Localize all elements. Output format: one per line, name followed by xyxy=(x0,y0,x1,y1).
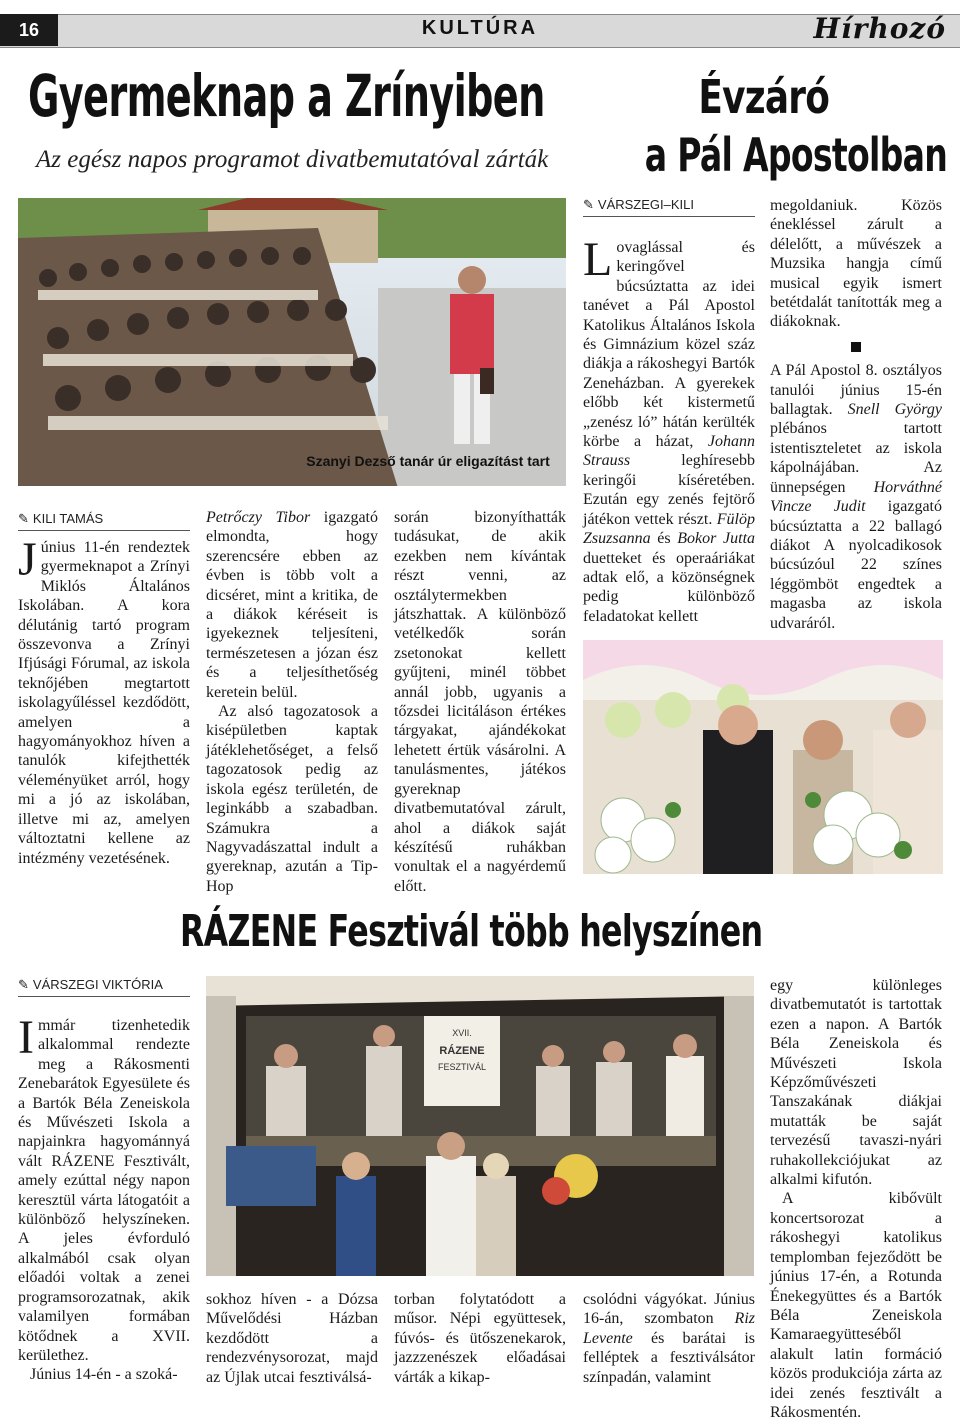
article2-title xyxy=(586,70,942,124)
byline-rule xyxy=(18,996,190,997)
banner-line1: XVII. xyxy=(452,1028,472,1038)
article3-col5-text-b: A kibővült koncertsorozat a rákoshegyi katolikus templomban fejeződött be június 17-én, a Rotunda Énekegyüttes és a Bartók Béla Zeneiskola Kamaraegyütteséből alakult latin formáció közös produkciója zárta az idei zenés fesztivált a Rákosmentén. xyxy=(770,1190,942,1421)
article1-col3 xyxy=(394,508,566,896)
article3-byline xyxy=(18,976,190,994)
person-name: Bokor Jutta xyxy=(677,530,756,548)
article1-col2 xyxy=(206,508,378,896)
article3-col5-text-a: egy különleges divatbemutatót is tartottak ezen a napon. A Bartók Béla Zeneiskola és Művészeti Iskola Képzőművészeti Tanszakának diákjai mutatták be saját tervezésű tavaszi-nyári ruhakollekciójukat az alkalmi kifutón. xyxy=(770,977,942,1189)
article3-byline-text: VÁRSZEGI VIKTÓRIA xyxy=(32,977,163,992)
byline-rule xyxy=(583,216,755,217)
article3-col5 xyxy=(770,976,942,1422)
article3-col4-text: csolódni vágyókat. Június 16-án, szombaton xyxy=(583,1291,755,1328)
person-name: Johann Strauss xyxy=(583,433,755,470)
article2-title-line2: a Pál Apostolban xyxy=(644,128,948,182)
person-name: Fülöp Zsuzsanna xyxy=(583,510,755,548)
article2-col2-text-d: igazgató búcsúztatta a 22 ballagó diákot A nyolcadikosok búcsúzóul 22 színes léggömböt engedtek a magasba az iskola udvaráról. xyxy=(770,498,942,632)
article3-col1-last: Június 14-én - a szoká- xyxy=(30,1366,178,1384)
page-header xyxy=(0,0,960,52)
article1-title: Gyermeknap a Zrínyiben xyxy=(28,62,545,130)
separator-square xyxy=(851,342,861,352)
article1-col1-text: únius 11-én rendeztek gyermeknapot a Zrínyi Miklós Általános Iskolában. A kora délutánig tartó program összevonva a Zrínyi Ifjúsági Fórumal, az iskola teknőjében megtartott iskolagyűléssel kezdődött, amelyen a hagyományokhoz híven a tanulók kifejthették véleményüket arról, hogy mi a jó az iskolában, illetve mi az, amelyen változtatni kellene az intézmény vezetésének. xyxy=(18,539,190,867)
article2-col1-text-a: ovaglással és keringővel búcsúztatta az idei tanévet a Pál Apostol Katolikus Általános Iskola és Gimnázium közel száz diákja a rákoshegyi Bartók Zeneházban. A gyerekek előbb két kistermetű „zenész ló” hátán kerülték körbe a házat, xyxy=(583,239,755,451)
dropcap: J xyxy=(18,533,37,586)
article1-photo-caption: Szanyi Dezső tanár úr eligazítást tart xyxy=(306,453,550,469)
person-name: Riz Levente xyxy=(583,1310,755,1347)
person-name: Horváthné Vincze Judit xyxy=(770,478,942,516)
article1-col1 xyxy=(18,533,190,868)
article3-col4-text-b: és barátai is felléptek a fesztiválsátor színpadán, valamint xyxy=(583,1329,755,1386)
article1-byline xyxy=(18,510,190,528)
article2-col2-text-c: plébános tartott istentiszteletet az iskola kápolnájában. Az ünnepségen xyxy=(770,420,942,496)
page-number: 16 xyxy=(0,14,58,46)
article3-col4 xyxy=(583,1290,755,1387)
festival-banner xyxy=(424,1016,500,1106)
banner-line2: RÁZENE xyxy=(439,1045,485,1057)
article3-col3-text: torban folytatódott a műsor. Népi együttesek, fúvós- és ütőszenekarok, jazzzenészek előadásai várták a kikap- xyxy=(394,1291,566,1386)
article3-col2 xyxy=(206,1290,378,1387)
article1-col2-text-a: igazgató elmondta, hogy szerencsére ebben az évben is több volt a dicséret, mint a kritika, de a diákok kéréseit is igyekeznek teljesíteni, természetesen a józan ész és a teljesíthetőség keretein belül. xyxy=(206,509,378,701)
dropcap: L xyxy=(583,233,613,286)
article2-byline-text: VÁRSZEGI–KILI xyxy=(597,197,694,212)
article1-byline-text: KILI TAMÁS xyxy=(32,511,104,526)
banner-line3: FESZTIVÁL xyxy=(437,1062,487,1072)
pencil-icon: ✎ xyxy=(18,511,29,526)
article1-deck: Az egész napos programot divatbemutatóval zárták xyxy=(36,146,549,173)
pencil-icon: ✎ xyxy=(18,977,29,992)
article3-col2-text: sokhoz híven - a Dózsa Művelődési Házban kezdődött a rendezvénysorozat, majd az Újlak utcai fesztiválsá- xyxy=(206,1291,378,1386)
article1-photo xyxy=(18,198,566,486)
article3-col1 xyxy=(18,1011,190,1385)
article2-col1 xyxy=(583,233,756,626)
brand-logo: Hírhozó xyxy=(813,12,946,45)
article1-col3-text: során bizonyíthatták tudásukat, de akik ezekben nem kívántak részt venni, az osztálytermekben játszhattak. A különböző vetélkedők során zsetonokat kellett gyűjteni, minél többet annál jobb, ugyanis a tőzsdei licitáláson értékes tárgyakat, ajándékokat lehetett értük vásárolni. A tanulásmentes, játékos gyereknap divatbemutatóval zárult, ahol a diákok saját készítésű ruhákban vonultak el a nagyérdemű előtt. xyxy=(394,509,566,895)
article2-photo xyxy=(583,640,943,874)
article2-title-line1: Évzáró xyxy=(698,70,830,124)
article3-col3 xyxy=(394,1290,566,1387)
conjunction: és xyxy=(650,530,678,548)
article2-col1-text-b: leghíresebb keringői kíséretében. Ezután egy zenés fejtörő játékon vettek részt. xyxy=(583,452,755,528)
person-name: Snell György xyxy=(847,401,942,419)
section-title: KULTÚRA xyxy=(421,17,539,39)
person-name: Petrőczy Tibor xyxy=(206,509,311,526)
article2-col2-text-b: A Pál Apostol 8. osztályos tanulói június 15-én ballagtak. xyxy=(770,362,942,419)
article2-col2-text-a: megoldaniuk. Közös énekléssel zárult a délelőtt, a művészek a Muzsika hangja című musical egyik ismert betétdalát tanították meg a diákoknak. xyxy=(770,197,942,331)
article1-col2-text-b: Az alsó tagozatosok a kisépületben kaptak játéklehetőséget, a felső tagozatosok pedig az iskola egész területén, de leginkább a szabadban. Számukra a Nagyvadászattal indult a gyereknap, azután a Tip-Hop xyxy=(206,703,378,895)
article2-col1-text-c: duetteket és operaáriákat adtak elő, a közönségnek pedig különböző feladatokat kellett xyxy=(583,549,755,625)
article2-title-second xyxy=(586,128,948,182)
dropcap: I xyxy=(18,1011,34,1064)
article2-byline xyxy=(583,196,755,214)
article3-title: RÁZENE Fesztivál több helyszínen xyxy=(180,906,763,957)
article3-photo xyxy=(206,976,754,1276)
article3-col1-text: mmár tizenhetedik alkalommal rendezte meg a Rákosmenti Zenebarátok Egyesülete és a Bartók Béla Zeneiskola és Művészeti Iskola a napjainkra hagyománnyá vált RÁZENE Fesztivált, amely ezúttal négy napon keresztül várta látogatóit a különböző helyszíneken. A jeles évforduló alkalmából csak olyan előadói voltak a zenei programsorozatnak, akik valamilyen formában kötődnek a XVII. kerülethez. xyxy=(18,1017,190,1364)
article2-col2 xyxy=(770,196,942,633)
byline-rule xyxy=(18,530,190,531)
pencil-icon: ✎ xyxy=(583,197,594,212)
